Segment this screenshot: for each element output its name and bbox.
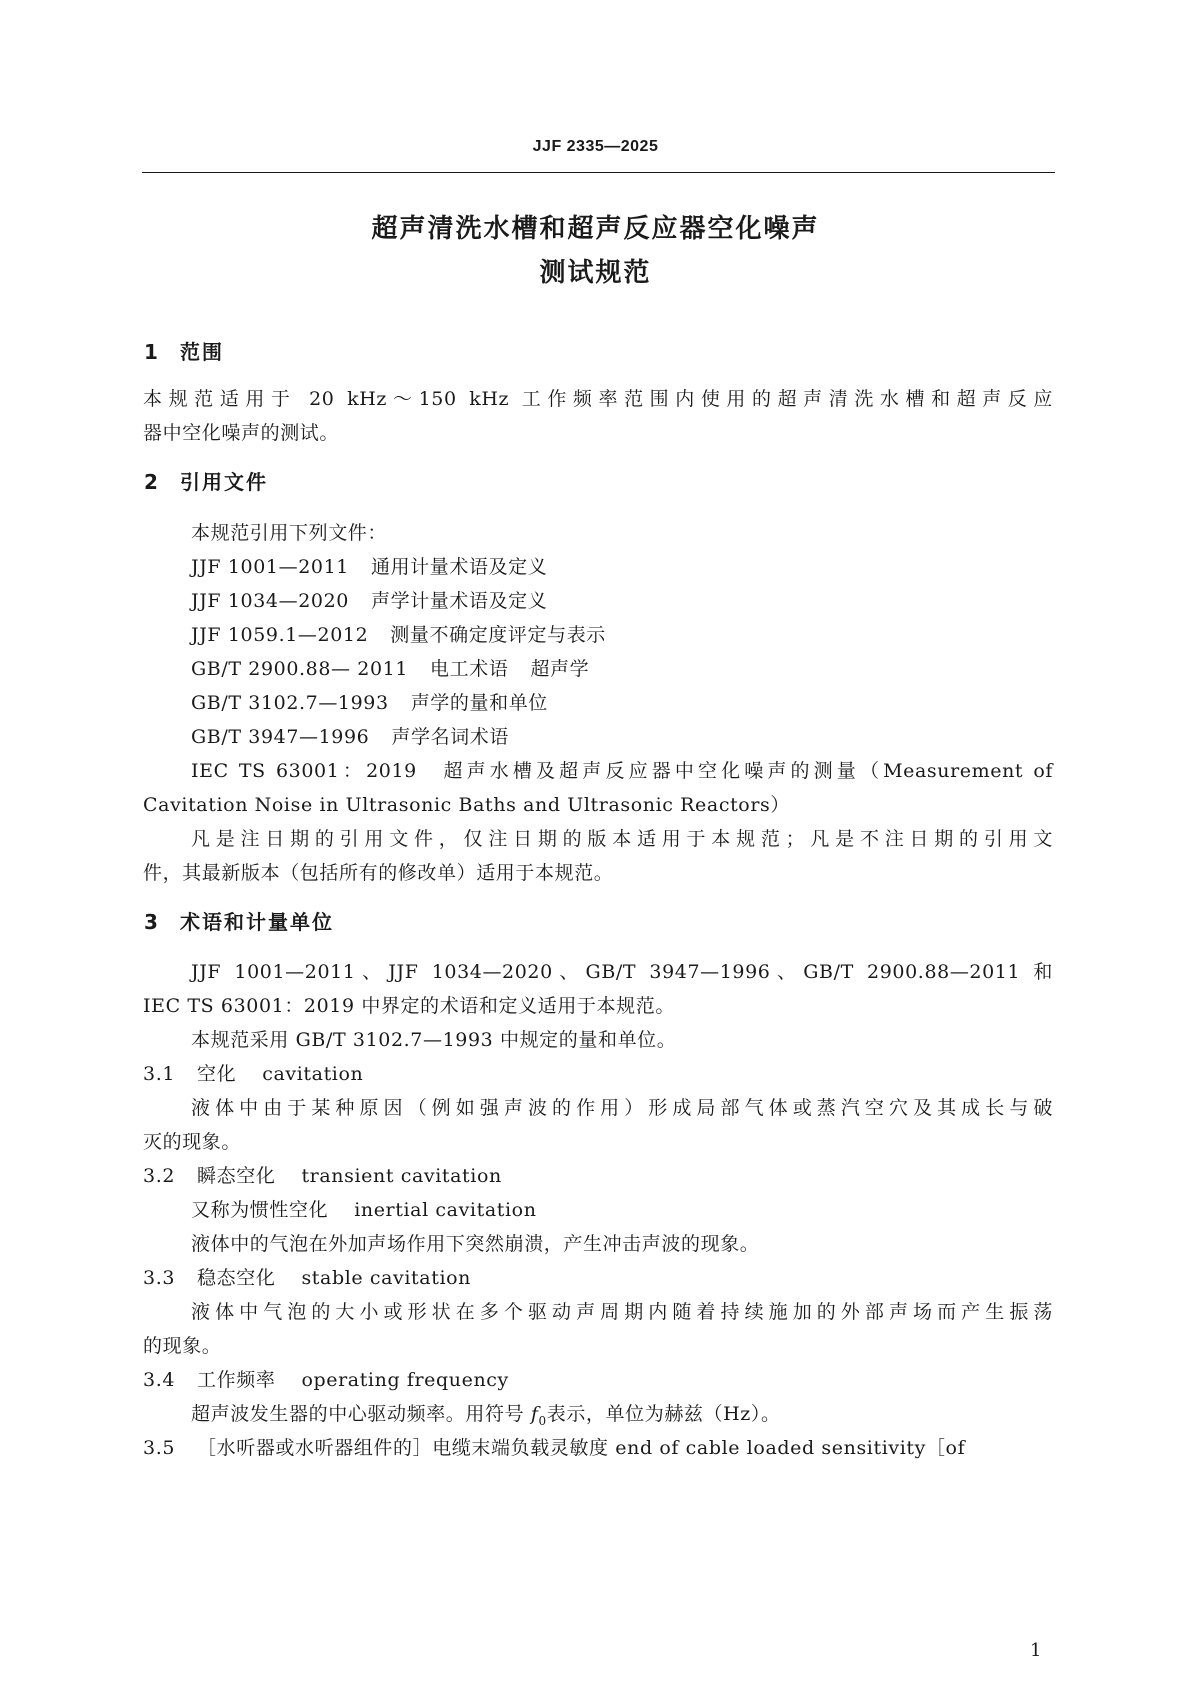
term-english: cavitation — [262, 1063, 364, 1085]
paragraph-line: JJF 1001—2011、JJF 1034—2020、GB/T 3947—1996、GB/T 2900.88—2011 和 — [191, 961, 1053, 983]
term-english: operating frequency — [301, 1369, 509, 1391]
paragraph-line: 本规范引用下列文件： — [191, 522, 388, 544]
term-english: stable cavitation — [301, 1267, 472, 1289]
symbol-letter: f — [530, 1403, 539, 1425]
section-title: 范围 — [180, 340, 224, 364]
term-3-1 — [143, 1059, 363, 1086]
paragraph-line: 凡是注日期的引用文件，仅注日期的版本适用于本规范；凡是不注日期的引用文 — [191, 828, 1053, 850]
term-alias-english: inertial cavitation — [354, 1199, 537, 1221]
reference-title: 测量不确定度评定与表示 — [390, 624, 606, 646]
section-title: 引用文件 — [180, 470, 268, 494]
term-number: 3.3 — [143, 1267, 176, 1289]
term-number: 3.4 — [143, 1369, 176, 1391]
reference-item — [191, 620, 606, 647]
reference-item — [191, 552, 547, 579]
term-definition-line: 的现象。 — [143, 1335, 222, 1357]
term-3-3 — [143, 1263, 471, 1290]
reference-code: JJF 1001—2011 — [191, 556, 349, 578]
definition-text-post: 表示，单位为赫兹（Hz）。 — [546, 1403, 781, 1425]
reference-item — [191, 722, 509, 749]
term-3-2 — [143, 1161, 502, 1188]
frequency-symbol — [530, 1403, 547, 1428]
term-3-4 — [143, 1365, 509, 1392]
term-chinese: 工作频率 — [197, 1369, 276, 1391]
paragraph-line: 器中空化噪声的测试。 — [143, 422, 340, 444]
standard-code-header: JJF 2335—2025 — [532, 138, 659, 155]
reference-code: GB/T 3947—1996 — [191, 726, 370, 748]
reference-code: GB/T 3102.7—1993 — [191, 692, 389, 714]
reference-code: GB/T 2900.88— 2011 — [191, 658, 409, 680]
header-rule — [142, 172, 1055, 173]
term-3-5 — [143, 1433, 965, 1460]
reference-title: 声学名词术语 — [391, 726, 509, 748]
term-alias-chinese: 又称为惯性空化 — [191, 1199, 329, 1221]
reference-item — [191, 688, 548, 715]
reference-title-part2: 超声学 — [530, 658, 590, 680]
reference-title: 声学的量和单位 — [410, 692, 548, 714]
reference-title: 电工术语 — [430, 658, 509, 680]
term-number: 3.2 — [143, 1165, 176, 1187]
reference-iec-line2: Cavitation Noise in Ultrasonic Baths and Ultrasonic Reactors） — [143, 794, 790, 816]
section-number: 1 — [144, 340, 160, 364]
term-definition-line: 灭的现象。 — [143, 1131, 242, 1153]
paragraph-line: 本规范适用于 20 kHz～150 kHz 工作频率范围内使用的超声清洗水槽和超声反应 — [143, 388, 1053, 410]
term-chinese: 空化 — [197, 1063, 237, 1085]
section-number: 2 — [144, 470, 160, 494]
reference-iec-line1: IEC TS 63001：2019 超声水槽及超声反应器中空化噪声的测量（Measurement of — [191, 760, 1053, 782]
term-english: transient cavitation — [301, 1165, 502, 1187]
reference-item — [191, 586, 547, 613]
document-title-line1: 超声清洗水槽和超声反应器空化噪声 — [371, 214, 820, 244]
paragraph-line: 件，其最新版本（包括所有的修改单）适用于本规范。 — [143, 862, 614, 884]
definition-text-pre: 超声波发生器的中心驱动频率。用符号 — [191, 1403, 525, 1425]
section-number: 3 — [144, 910, 160, 934]
term-heading-text: ［水听器或水听器组件的］电缆末端负载灵敏度 end of cable loaded sensitivity［of — [197, 1437, 966, 1459]
reference-code: JJF 1034—2020 — [191, 590, 349, 612]
paragraph-line: 本规范采用 GB/T 3102.7—1993 中规定的量和单位。 — [191, 1029, 677, 1051]
symbol-subscript: 0 — [538, 1413, 547, 1428]
reference-code: JJF 1059.1—2012 — [191, 624, 369, 646]
term-alias — [191, 1195, 537, 1222]
reference-item — [191, 654, 589, 681]
page-number: 1 — [1030, 1640, 1042, 1661]
term-number: 3.5 — [143, 1437, 176, 1459]
section-2-heading — [144, 466, 268, 495]
term-definition-line: 液体中由于某种原因（例如强声波的作用）形成局部气体或蒸汽空穴及其成长与破 — [191, 1097, 1053, 1119]
section-1-heading — [144, 336, 224, 365]
document-title-line2: 测试规范 — [539, 258, 652, 288]
paragraph-line: IEC TS 63001：2019 中界定的术语和定义适用于本规范。 — [143, 995, 675, 1017]
term-definition-line — [191, 1399, 781, 1428]
section-3-heading — [144, 906, 334, 935]
term-chinese: 稳态空化 — [197, 1267, 276, 1289]
section-title: 术语和计量单位 — [180, 910, 334, 934]
term-definition-line: 液体中的气泡在外加声场作用下突然崩溃，产生冲击声波的现象。 — [191, 1233, 760, 1255]
term-number: 3.1 — [143, 1063, 176, 1085]
term-chinese: 瞬态空化 — [197, 1165, 276, 1187]
reference-title: 声学计量术语及定义 — [370, 590, 548, 612]
reference-title: 通用计量术语及定义 — [370, 556, 548, 578]
term-definition-line: 液体中气泡的大小或形状在多个驱动声周期内随着持续施加的外部声场而产生振荡 — [191, 1301, 1053, 1323]
